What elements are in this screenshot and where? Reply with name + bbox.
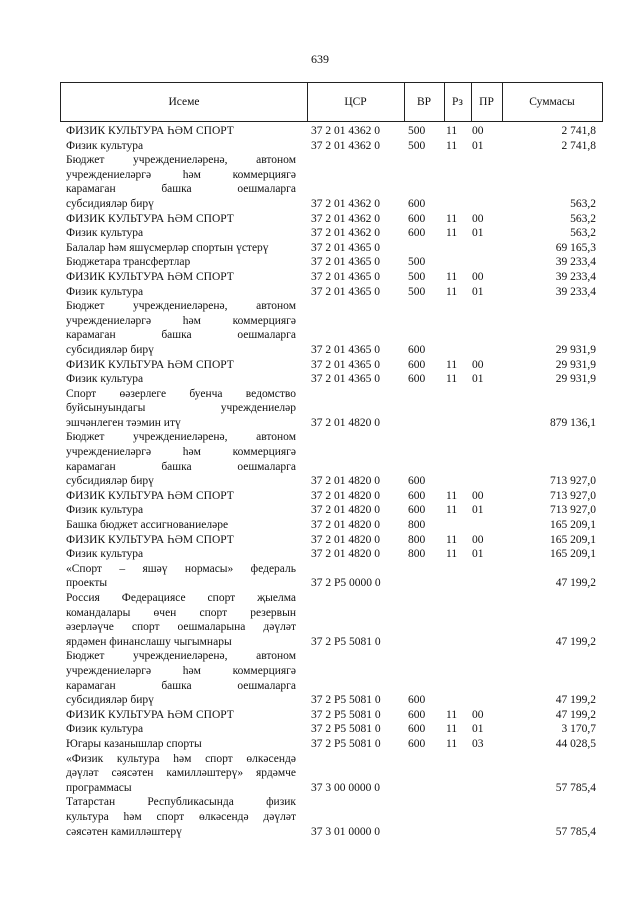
table-row [66, 153, 596, 211]
row-name-line: әзерләүче спорт оешмаларына дәүләт [66, 621, 296, 634]
row-name-line: проекты [66, 577, 108, 590]
table-row [66, 562, 596, 591]
cell-pr: 01 [472, 373, 484, 386]
header-rz: Рз [452, 96, 463, 108]
row-name-line: ФИЗИК КУЛЬТУРА ҺӘМ СПОРТ [66, 270, 234, 283]
cell-sum: 57 785,4 [555, 825, 596, 838]
cell-rz: 11 [446, 708, 458, 721]
cell-rz: 11 [446, 270, 458, 283]
table-row [66, 387, 596, 431]
row-name-line: сәясәтен камилләштерү [66, 825, 182, 838]
row-name-line: субсидияләр бирү [66, 475, 154, 488]
row-name-line: Бюджетара трансфертлар [66, 256, 191, 269]
header-vr: ВР [416, 96, 432, 108]
cell-csr: 37 2 01 4365 0 [311, 256, 380, 269]
row-name-line: ФИЗИК КУЛЬТУРА ҺӘМ СПОРТ [66, 358, 234, 371]
cell-csr: 37 2 P5 5081 0 [311, 737, 381, 750]
row-values [66, 503, 596, 518]
row-name-line: Татарстан Республикасында физик [66, 796, 296, 809]
cell-sum: 563,2 [570, 227, 596, 240]
row-name-line: буйсынуындагы учреждениеләр [66, 402, 296, 415]
cell-csr: 37 2 01 4362 0 [311, 227, 380, 240]
header-csr: ЦСР [344, 96, 367, 108]
cell-vr: 600 [408, 708, 426, 721]
row-values [66, 139, 596, 154]
cell-vr: 600 [408, 197, 426, 210]
table-row [66, 752, 596, 796]
cell-vr: 600 [408, 723, 426, 736]
row-name-line: Югары казанышлар спорты [66, 737, 202, 750]
row-name-line: карамаган башка оешмаларга [66, 183, 296, 196]
cell-sum: 165 209,1 [550, 519, 596, 532]
cell-csr: 37 2 01 4820 0 [311, 489, 380, 502]
cell-sum: 29 931,9 [555, 373, 596, 386]
cell-csr: 37 2 P5 5081 0 [311, 723, 381, 736]
row-values [66, 474, 596, 489]
cell-sum: 165 209,1 [550, 533, 596, 546]
cell-sum: 44 028,5 [555, 737, 596, 750]
cell-csr: 37 2 P5 5081 0 [311, 708, 381, 721]
cell-rz: 11 [446, 723, 458, 736]
row-values [66, 635, 596, 650]
table-row [66, 372, 596, 387]
cell-pr: 00 [472, 533, 484, 546]
cell-sum: 563,2 [570, 197, 596, 210]
table-row [66, 591, 596, 649]
cell-vr: 600 [408, 373, 426, 386]
cell-vr: 600 [408, 358, 426, 371]
row-values [66, 124, 596, 139]
cell-csr: 37 3 00 0000 0 [311, 781, 380, 794]
cell-pr: 01 [472, 504, 484, 517]
row-name-line: учреждениеләргә һәм коммерциягә [66, 168, 296, 181]
cell-csr: 37 2 01 4365 0 [311, 285, 380, 298]
row-name-line: ярдәмен финанслашу чыгымнары [66, 635, 232, 648]
cell-csr: 37 2 P5 0000 0 [311, 577, 381, 590]
row-name-line: ФИЗИК КУЛЬТУРА ҺӘМ СПОРТ [66, 212, 234, 225]
cell-vr: 600 [408, 694, 426, 707]
cell-pr: 01 [472, 139, 484, 152]
row-values [66, 533, 596, 548]
row-name-line: ФИЗИК КУЛЬТУРА ҺӘМ СПОРТ [66, 125, 234, 137]
cell-vr: 500 [408, 256, 426, 269]
row-name-line: субсидияләр бирү [66, 694, 154, 707]
row-name-line: эшчәнлеген тәэмин итү [66, 416, 181, 429]
row-name-line: Физик культура [66, 504, 144, 517]
cell-vr: 500 [408, 270, 426, 283]
row-name-line: программасы [66, 781, 132, 794]
cell-pr: 01 [472, 227, 484, 240]
cell-vr: 600 [408, 343, 426, 356]
row-name-line: Физик культура [66, 373, 144, 386]
table-row [66, 430, 596, 488]
row-name-line: учреждениеләргә һәм коммерциягә [66, 446, 296, 459]
cell-pr: 01 [472, 548, 484, 561]
cell-csr: 37 2 01 4365 0 [311, 270, 380, 283]
cell-rz: 11 [446, 504, 458, 517]
table-row [66, 795, 596, 839]
table-row [66, 518, 596, 533]
table-row [66, 722, 596, 737]
table-row [66, 649, 596, 707]
row-name-line: культура һәм спорт өлкәсендә дәүләт [66, 810, 296, 823]
cell-csr: 37 2 01 4820 0 [311, 548, 380, 561]
cell-rz: 11 [446, 548, 458, 561]
cell-rz: 11 [446, 125, 458, 137]
cell-vr: 600 [408, 475, 426, 488]
cell-sum: 2 741,8 [561, 125, 596, 137]
cell-sum: 713 927,0 [550, 475, 596, 488]
row-values [66, 416, 596, 431]
cell-vr: 600 [408, 212, 426, 225]
cell-csr: 37 2 01 4820 0 [311, 519, 380, 532]
row-name-line: Бюджет учреждениеләренә, автоном [66, 300, 296, 313]
row-name-line: Бюджет учреждениеләренә, автоном [66, 154, 296, 167]
row-values [66, 518, 596, 533]
row-name-line: Балалар һәм яшүсмерләр спортын үстерү [66, 241, 269, 254]
cell-rz: 11 [446, 373, 458, 386]
table-body [66, 124, 596, 839]
cell-csr: 37 2 01 4365 0 [311, 241, 380, 254]
table-row [66, 212, 596, 227]
cell-csr: 37 3 01 0000 0 [311, 825, 380, 838]
row-name-line: Спорт өәзерлеге буенча ведомство [66, 387, 296, 400]
cell-pr: 00 [472, 212, 484, 225]
cell-vr: 500 [408, 285, 426, 298]
row-name-line: Физик культура [66, 285, 144, 298]
cell-vr: 600 [408, 737, 426, 750]
table-row [66, 533, 596, 548]
cell-sum: 47 199,2 [555, 694, 596, 707]
row-name-line: субсидияләр бирү [66, 343, 154, 356]
table-row [66, 489, 596, 504]
cell-csr: 37 2 01 4362 0 [311, 212, 380, 225]
cell-sum: 29 931,9 [555, 343, 596, 356]
cell-csr: 37 2 01 4362 0 [311, 139, 380, 152]
row-name-line: Бюджет учреждениеләренә, автоном [66, 650, 296, 663]
cell-csr: 37 2 P5 5081 0 [311, 635, 381, 648]
table-header [60, 82, 603, 122]
cell-csr: 37 2 01 4365 0 [311, 373, 380, 386]
cell-sum: 39 233,4 [555, 270, 596, 283]
cell-csr: 37 2 01 4820 0 [311, 504, 380, 517]
header-sum: Суммасы [529, 96, 575, 108]
row-values [66, 576, 596, 591]
row-name-line: карамаган башка оешмаларга [66, 460, 296, 473]
table-row [66, 270, 596, 285]
cell-rz: 11 [446, 227, 458, 240]
row-name-line: Бюджет учреждениеләренә, автоном [66, 431, 296, 444]
cell-sum: 47 199,2 [555, 708, 596, 721]
cell-sum: 713 927,0 [550, 504, 596, 517]
row-values [66, 255, 596, 270]
cell-sum: 47 199,2 [555, 635, 596, 648]
table-row [66, 358, 596, 373]
row-values [66, 197, 596, 212]
row-values [66, 226, 596, 241]
row-name-line: Башка бюджет ассигнованиеләре [66, 519, 229, 532]
cell-csr: 37 2 01 4820 0 [311, 475, 380, 488]
cell-sum: 879 136,1 [550, 416, 596, 429]
cell-rz: 11 [446, 212, 458, 225]
cell-csr: 37 2 01 4362 0 [311, 197, 380, 210]
cell-vr: 800 [408, 548, 426, 561]
cell-pr: 00 [472, 270, 484, 283]
cell-csr: 37 2 01 4365 0 [311, 358, 380, 371]
cell-vr: 500 [408, 125, 426, 137]
cell-sum: 69 165,3 [555, 241, 596, 254]
cell-rz: 11 [446, 285, 458, 298]
row-values [66, 708, 596, 723]
row-name-line: ФИЗИК КУЛЬТУРА ҺӘМ СПОРТ [66, 533, 234, 546]
row-name-line: учреждениеләргә һәм коммерциягә [66, 314, 296, 327]
cell-sum: 57 785,4 [555, 781, 596, 794]
cell-sum: 3 170,7 [561, 723, 596, 736]
cell-csr: 37 2 P5 5081 0 [311, 694, 381, 707]
row-values [66, 781, 596, 796]
row-name-line: ФИЗИК КУЛЬТУРА ҺӘМ СПОРТ [66, 489, 234, 502]
row-values [66, 343, 596, 358]
row-name-line: карамаган башка оешмаларга [66, 679, 296, 692]
row-values [66, 825, 596, 840]
cell-csr: 37 2 01 4820 0 [311, 533, 380, 546]
cell-rz: 11 [446, 737, 458, 750]
table-row [66, 503, 596, 518]
cell-vr: 500 [408, 139, 426, 152]
row-values [66, 693, 596, 708]
table-row [66, 124, 596, 139]
header-name: Исеме [168, 96, 200, 108]
cell-sum: 47 199,2 [555, 577, 596, 590]
table-row [66, 285, 596, 300]
cell-sum: 39 233,4 [555, 256, 596, 269]
cell-csr: 37 2 01 4362 0 [311, 125, 380, 137]
row-name-line: Физик культура [66, 139, 144, 152]
table-row [66, 708, 596, 723]
table-row [66, 547, 596, 562]
cell-pr: 00 [472, 708, 484, 721]
row-values [66, 722, 596, 737]
row-values [66, 372, 596, 387]
row-name-line: учреждениеләргә һәм коммерциягә [66, 664, 296, 677]
cell-vr: 600 [408, 227, 426, 240]
row-name-line: дәүләт сәясәтен камилләштерү» ярдәмче [66, 767, 296, 780]
cell-pr: 00 [472, 125, 484, 137]
table-row [66, 241, 596, 256]
table-row [66, 255, 596, 270]
cell-vr: 800 [408, 519, 426, 532]
table-row [66, 299, 596, 357]
cell-sum: 165 209,1 [550, 548, 596, 561]
table-row [66, 737, 596, 752]
cell-rz: 11 [446, 533, 458, 546]
cell-pr: 03 [472, 737, 484, 750]
row-values [66, 285, 596, 300]
cell-csr: 37 2 01 4365 0 [311, 343, 380, 356]
cell-pr: 00 [472, 489, 484, 502]
page-number: 639 [311, 52, 329, 66]
row-values [66, 489, 596, 504]
row-name-line: «Спорт – яшәү нормасы» федераль [66, 562, 296, 575]
row-values [66, 358, 596, 373]
row-values [66, 737, 596, 752]
header-pr: ПР [479, 96, 494, 108]
cell-vr: 600 [408, 489, 426, 502]
row-values [66, 212, 596, 227]
row-name-line: Физик культура [66, 227, 144, 240]
row-name-line: ФИЗИК КУЛЬТУРА ҺӘМ СПОРТ [66, 708, 234, 721]
table-row [66, 139, 596, 154]
cell-rz: 11 [446, 358, 458, 371]
row-name-line: «Физик культура һәм спорт өлкәсендә [66, 752, 296, 765]
cell-pr: 00 [472, 358, 484, 371]
row-name-line: карамаган башка оешмаларга [66, 329, 296, 342]
row-name-line: Россия Федерациясе спорт җыелма [66, 592, 296, 604]
row-values [66, 547, 596, 562]
cell-pr: 01 [472, 285, 484, 298]
row-name-line: субсидияләр бирү [66, 197, 154, 210]
table-row [66, 226, 596, 241]
cell-vr: 600 [408, 504, 426, 517]
cell-sum: 2 741,8 [561, 139, 596, 152]
cell-pr: 01 [472, 723, 484, 736]
cell-rz: 11 [446, 139, 458, 152]
cell-sum: 39 233,4 [555, 285, 596, 298]
cell-rz: 11 [446, 489, 458, 502]
row-name-line: Физик культура [66, 548, 144, 561]
row-name-line: Физик культура [66, 723, 144, 736]
cell-sum: 29 931,9 [555, 358, 596, 371]
row-values [66, 241, 596, 256]
cell-csr: 37 2 01 4820 0 [311, 416, 380, 429]
row-name-line: командалары өчен спорт резервын [66, 606, 296, 619]
cell-sum: 713 927,0 [550, 489, 596, 502]
cell-vr: 800 [408, 533, 426, 546]
cell-sum: 563,2 [570, 212, 596, 225]
row-values [66, 270, 596, 285]
